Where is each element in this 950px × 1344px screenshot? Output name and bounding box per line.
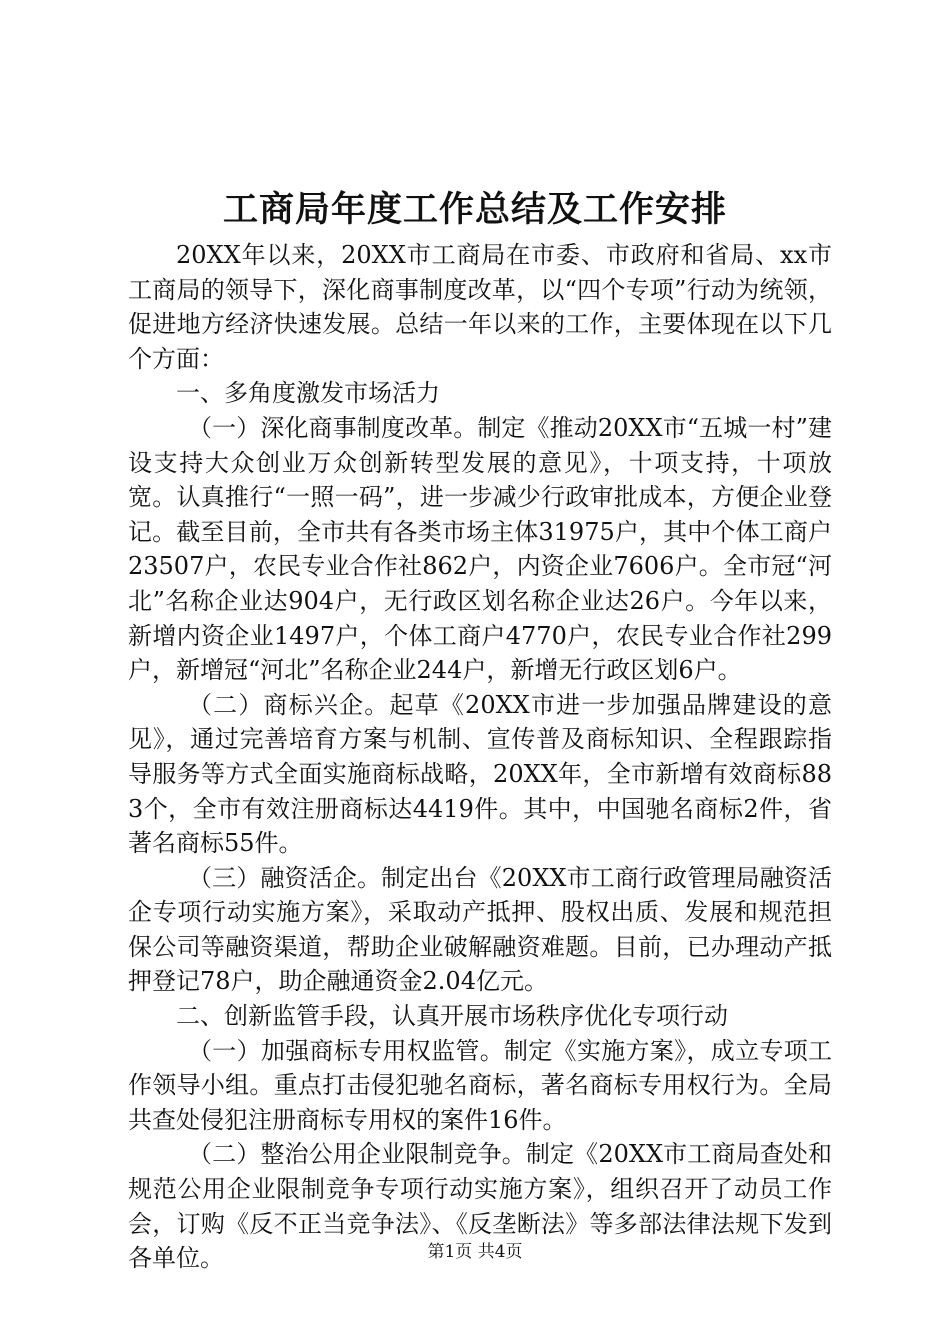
document-body: [128, 238, 832, 1276]
paragraph-2-1: （一）加强商标专用权监管。制定《实施方案》，成立专项工作领导小组。重点打击侵犯驰名商标，著名商标专用权行为。全局共查处侵犯注册商标专用权的案件16件。: [128, 1036, 832, 1134]
paragraph-1-1: （一）深化商事制度改革。制定《推动20XX市“五城一村”建设支持大众创业万众创新转型发展的意见》，十项支持，十项放宽。认真推行“一照一码”，进一步减少行政审批成本，方便企业登记。截至目前，全市共有各类市场主体31975户，其中个体工商户23507户，农民专业合作社862户，内资企业7606户。全市冠“河北”名称企业达904户，无行政区划名称企业达26户。今年以来，新增内资企业1497户，个体工商户4770户，农民专业合作社299户，新增冠“河北”名称企业244户，新增无行政区划6户。: [128, 413, 832, 685]
document-title: 工商局年度工作总结及工作安排: [222, 189, 727, 230]
paragraph-2-2: （二）整治公用企业限制竞争。制定《20XX市工商局查处和规范公用企业限制竞争专项行动实施方案》，组织召开了动员工作会，订购《反不正当竞争法》、《反垄断法》等多部法律法规下发到各单位。: [128, 1140, 832, 1273]
paragraph-1-2: （二）商标兴企。起草《20XX市进一步加强品牌建设的意见》，通过完善培育方案与机制、宣传普及商标知识、全程跟踪指导服务等方式全面实施商标战略，20XX年，全市新增有效商标883个，全市有效注册商标达4419件。其中，中国驰名商标2件，省著名商标55件。: [128, 690, 832, 858]
section-heading-2: 二、创新监管手段，认真开展市场秩序优化专项行动: [176, 1002, 728, 1031]
paragraph-intro: 20XX年以来，20XX市工商局在市委、市政府和省局、xx市工商局的领导下，深化商事制度改革，以“四个专项”行动为统领，促进地方经济快速发展。总结一年以来的工作，主要体现在以下几个方面：: [128, 241, 832, 373]
paragraph-1-3: （三）融资活企。制定出台《20XX市工商行政管理局融资活企专项行动实施方案》，采取动产抵押、股权出质、发展和规范担保公司等融资渠道，帮助企业破解融资难题。目前，已办理动产抵押登记78户，助企融通资金2.04亿元。: [128, 863, 832, 996]
page-footer: 第1页 共4页: [427, 1242, 523, 1262]
section-heading-1: 一、多角度激发市场活力: [176, 379, 440, 408]
